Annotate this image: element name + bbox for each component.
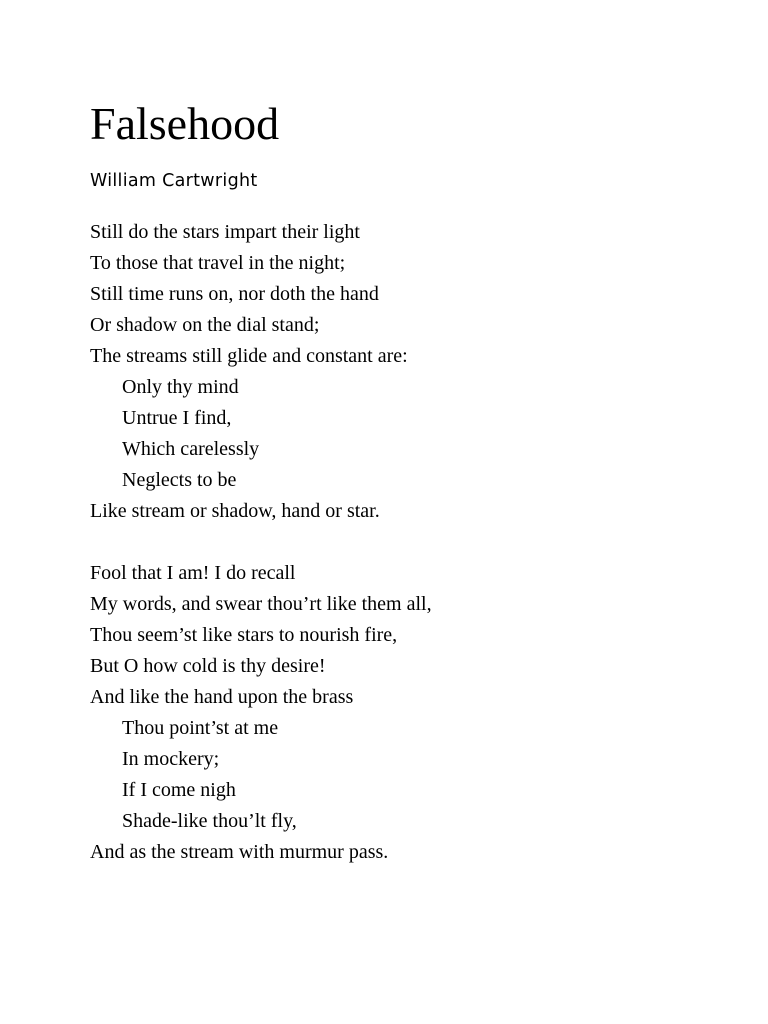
poem-line-indented: Neglects to be — [122, 469, 237, 491]
poem-line: But O how cold is thy desire! — [90, 655, 326, 677]
poem-author: William Cartwright — [90, 171, 258, 191]
poem-line-indented: Untrue I find, — [122, 407, 232, 429]
poem-line: Still do the stars impart their light — [90, 221, 360, 243]
poem-line-indented: Thou point’st at me — [122, 717, 279, 739]
poem-line-indented: In mockery; — [122, 748, 220, 770]
stanza-1 — [90, 217, 432, 527]
poem-title: Falsehood — [90, 98, 280, 149]
poem-line: To those that travel in the night; — [90, 252, 346, 274]
poem-line: Like stream or shadow, hand or star. — [90, 500, 380, 522]
stanza-2 — [90, 558, 432, 868]
poem-line: The streams still glide and constant are: — [90, 345, 408, 367]
poem-line: Still time runs on, nor doth the hand — [90, 283, 379, 305]
poem-line: And as the stream with murmur pass. — [90, 841, 389, 863]
poem-line: My words, and swear thou’rt like them all, — [90, 593, 432, 615]
poem-body — [90, 217, 432, 868]
poem-line-indented: If I come nigh — [122, 779, 236, 801]
poem-line-indented: Shade-like thou’lt fly, — [122, 810, 297, 832]
poem-line: And like the hand upon the brass — [90, 686, 354, 708]
poem-line: Or shadow on the dial stand; — [90, 314, 320, 336]
poem-line-indented: Only thy mind — [122, 376, 239, 398]
poem-line: Thou seem’st like stars to nourish fire, — [90, 624, 398, 646]
poem-line-indented: Which carelessly — [122, 438, 260, 460]
poem-line: Fool that I am! I do recall — [90, 562, 296, 584]
